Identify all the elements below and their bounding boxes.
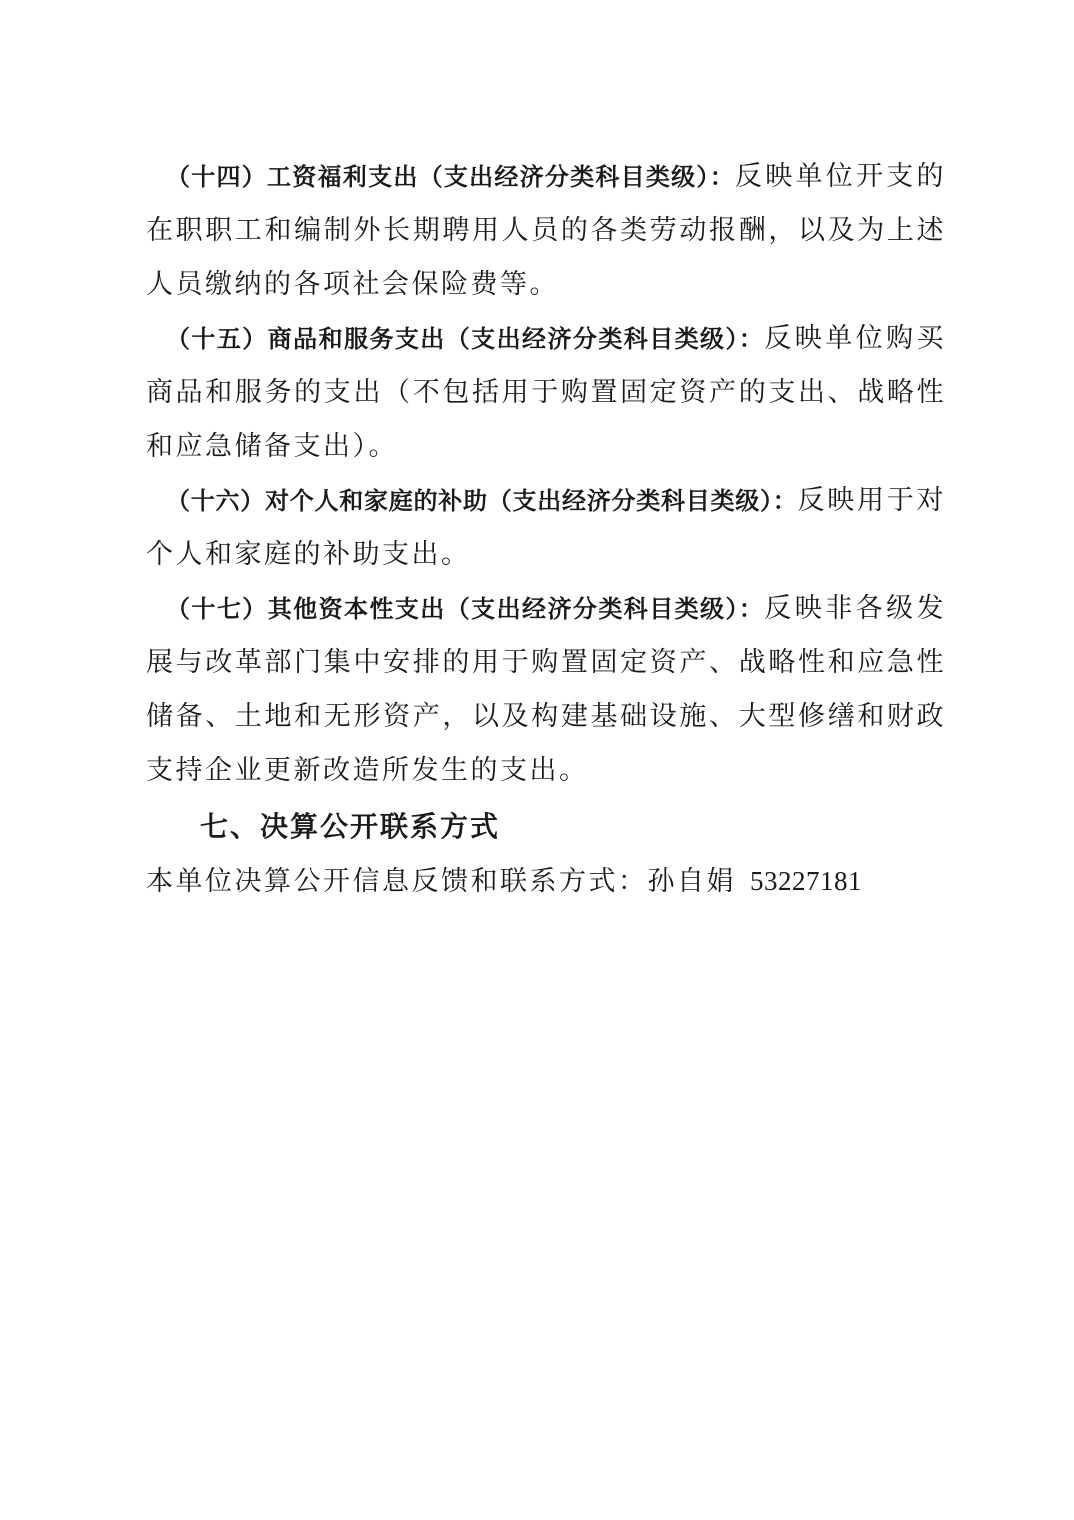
section-lead: （十五）商品和服务支出（支出经济分类科目类级）： xyxy=(166,324,765,353)
section-lead: （十七）其他资本性支出（支出经济分类科目类级）： xyxy=(166,594,765,623)
contact-label: 本单位决算公开信息反馈和联系方式：孙自娟 xyxy=(146,866,736,897)
section-other-capital xyxy=(146,582,946,798)
contact-phone: 53227181 xyxy=(750,866,862,896)
contact-heading: 七、决算公开联系方式 xyxy=(200,810,501,843)
section-wage-welfare xyxy=(146,150,946,312)
section-lead: （十六）对个人和家庭的补助（支出经济分类科目类级）： xyxy=(166,486,798,515)
section-household-subsidy xyxy=(146,474,946,582)
contact-line xyxy=(146,854,946,909)
section-text: 反映单位购买商品和服务的支出（不包括用于购置固定资产的支出、战略性和应急储备支出）。 xyxy=(146,323,946,462)
section-text: 反映用于对个人和家庭的补助支出。 xyxy=(146,485,946,570)
section-lead: （十四）工资福利支出（支出经济分类科目类级）： xyxy=(166,162,735,191)
document-page xyxy=(146,150,946,909)
section-goods-services xyxy=(146,312,946,474)
section-text: 反映非各级发展与改革部门集中安排的用于购置固定资产、战略性和应急性储备、土地和无形资产，以及构建基础设施、大型修缮和财政支持企业更新改造所发生的支出。 xyxy=(146,593,946,786)
section-text: 反映单位开支的在职职工和编制外长期聘用人员的各类劳动报酬，以及为上述人员缴纳的各项社会保险费等。 xyxy=(146,161,947,300)
